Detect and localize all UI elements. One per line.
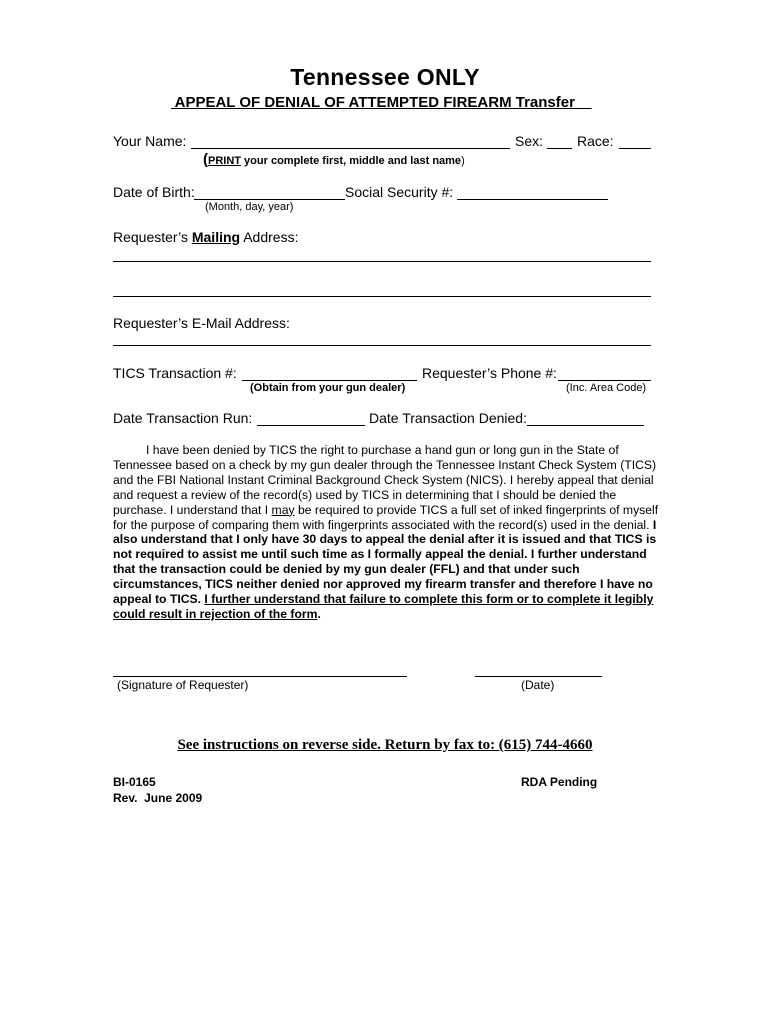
date-run-label: Date Transaction Run:: [113, 410, 253, 426]
statement-part-1: I have been denied by TICS the right to purchase a hand gun or long gun in the State of Tennessee based on a check by my gun dealer through the Tennessee Instant Check System (TICS) and the FBI National Instant Criminal Background Check System (NICS). I hereby appeal that denial and request a review of the record(s) used by TICS in determining that I should be denied the purchase. I understand that I: [113, 443, 657, 517]
statement-may: may: [271, 502, 295, 517]
name-label: Your Name:: [113, 133, 187, 149]
statement-bold-1: I also understand that I only have 30 days to appeal the denial after it is issued and that TICS is not required to assist me until such time as I formally appeal the denial. I further understand that the transaction could be denied by my gun dealer (FFL) and that under such circumstances, TICS neither denied nor approved my firearm transfer and therefore I have no appeal to TICS.: [113, 517, 657, 607]
name-hint: [203, 151, 465, 169]
phone-field[interactable]: [558, 380, 651, 381]
tics-field[interactable]: [242, 380, 417, 381]
signature-label: (Signature of Requester): [117, 678, 249, 692]
signature-date-field[interactable]: [475, 676, 602, 677]
dob-label: Date of Birth:: [113, 184, 195, 200]
form-number: BI-0165: [113, 775, 156, 789]
signature-field[interactable]: [113, 676, 407, 677]
name-hint-close-paren: ): [461, 155, 465, 167]
name-field[interactable]: [191, 148, 510, 149]
date-denied-label: Date Transaction Denied:: [369, 410, 527, 426]
phone-hint: (Inc. Area Code): [566, 382, 647, 394]
sex-label: Sex:: [515, 133, 544, 149]
mailing-prefix: Requester’s: [113, 229, 192, 245]
signature-date-label: (Date): [521, 678, 555, 692]
mailing-address-line-2[interactable]: [113, 296, 651, 297]
name-hint-text: your complete first, middle and last name: [241, 155, 462, 167]
date-denied-field[interactable]: [527, 425, 644, 426]
form-revision: Rev. June 2009: [113, 791, 203, 805]
mailing-address-line-1[interactable]: [113, 261, 651, 262]
form-subtitle: APPEAL OF DENIAL OF ATTEMPTED FIREARM Transfer: [171, 94, 592, 111]
statement-part-2: be required to provide TICS a full set of inked fingerprints of myself for the purpose of comparing them with fingerprints associated with the record(s) used in the denial.: [113, 502, 659, 532]
email-field[interactable]: [113, 345, 651, 346]
dob-field[interactable]: [194, 199, 345, 200]
name-hint-print: PRINT: [208, 155, 241, 167]
race-field[interactable]: [619, 148, 651, 149]
mailing-suffix: Address:: [240, 229, 299, 245]
tics-hint: (Obtain from your gun dealer): [250, 382, 406, 394]
form-title: Tennessee ONLY: [290, 64, 480, 90]
race-label: Race:: [577, 133, 614, 149]
appeal-statement: [113, 443, 661, 622]
email-label: Requester’s E-Mail Address:: [113, 315, 290, 331]
tics-label: TICS Transaction #:: [113, 365, 237, 381]
sex-field[interactable]: [547, 148, 572, 149]
name-hint-open-paren: (: [203, 151, 208, 168]
ssn-label: Social Security #:: [345, 184, 454, 200]
statement-bold-underlined: I further understand that failure to complete this form or to complete it legibly could result in rejection of the form: [113, 592, 654, 621]
phone-label: Requester’s Phone #:: [422, 365, 557, 381]
rda-status: RDA Pending: [521, 775, 598, 789]
dob-hint: (Month, day, year): [205, 201, 294, 213]
return-instructions: See instructions on reverse side. Return by fax to: (615) 744-4660: [177, 737, 593, 753]
date-run-field[interactable]: [257, 425, 365, 426]
mailing-address-label: [113, 229, 298, 245]
mailing-word: Mailing: [191, 229, 241, 245]
ssn-field[interactable]: [457, 199, 608, 200]
statement-end: .: [317, 606, 321, 621]
